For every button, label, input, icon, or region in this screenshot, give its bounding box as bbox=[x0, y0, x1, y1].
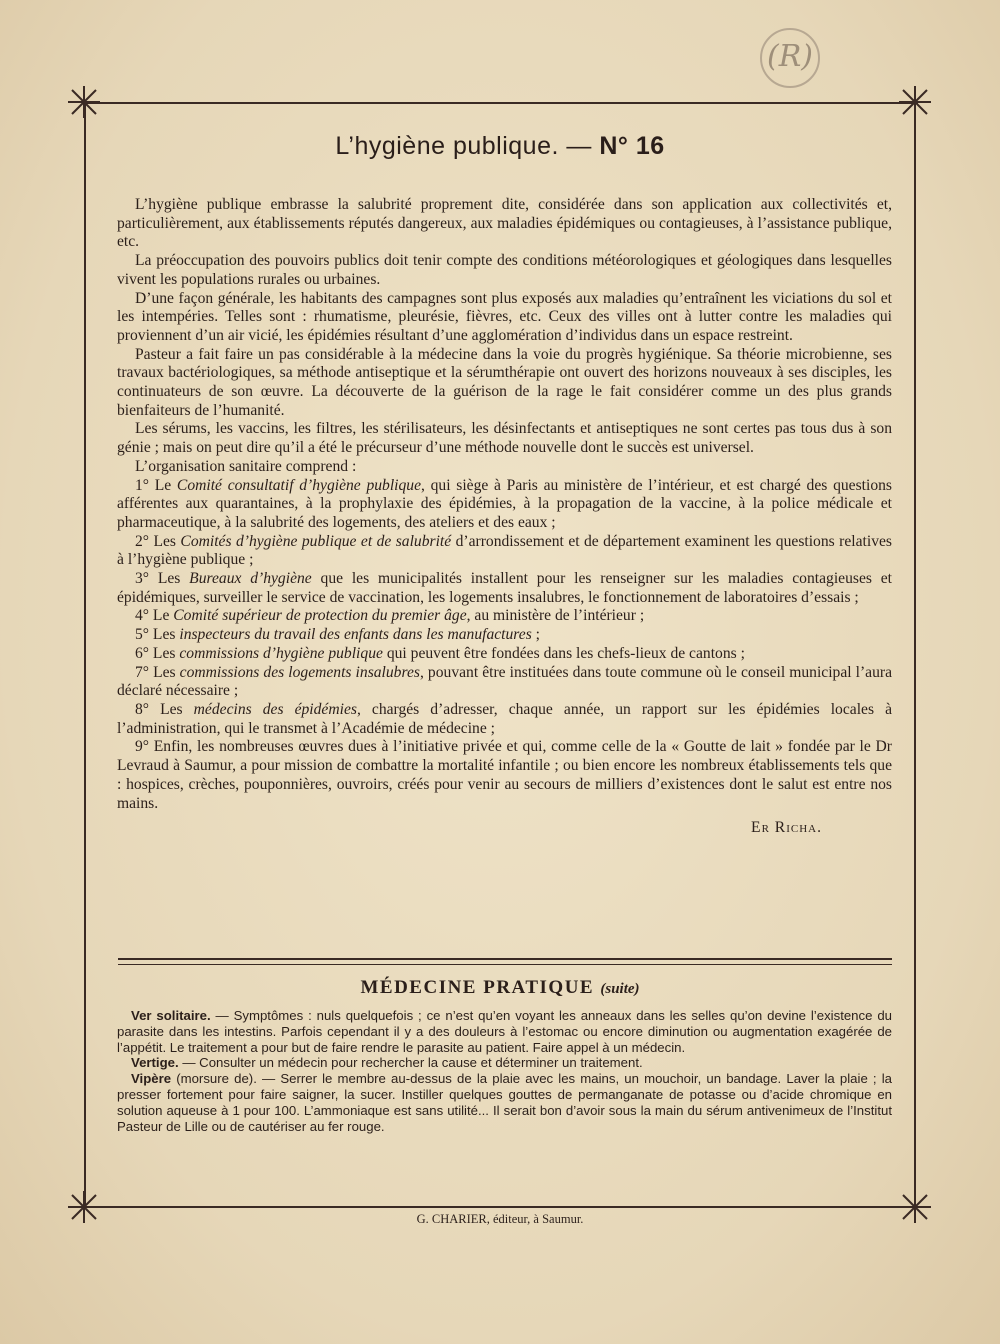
section-divider bbox=[118, 964, 892, 965]
list-item: 9° Enfin, les nombreuses œuvres dues à l’initiative privée et qui, comme celle de la « Goutte de lait » fondée par le Dr Levraud à Saumur, a pour mission de combattre la mortalité infantile ; ou bien encore les nombreux établissements tels que : hospices, crèches, pouponnières, ouvroirs, créés pour venir au secours de milliers d’existences dont le salut est entre nos mains. bbox=[117, 738, 892, 812]
page-title bbox=[100, 132, 900, 161]
corner-ornament-icon bbox=[66, 84, 102, 120]
corner-ornament-icon bbox=[897, 84, 933, 120]
section-divider bbox=[118, 958, 892, 960]
list-item: 6° Les commissions d’hygiène publique qui peuvent être fondées dans les chefs-lieux de cantons ; bbox=[135, 644, 745, 662]
medecine-entry: Ver solitaire. — Symptômes : nuls quelquefois ; ce n’est qu’en voyant les anneaux dans les selles qu’on devine l’existence du parasite dans les intestins. Parfois cependant il y a des douleurs à l’estomac ou encore diminution ou augmentation exagérée de l’appétit. Le traitement a pour but de faire rendre le parasite au patient. Faire appel à un médecin. bbox=[117, 1008, 892, 1055]
section-title: MÉDECINE PRATIQUE (suite) bbox=[360, 977, 640, 998]
paragraph: La préoccupation des pouvoirs publics doit tenir compte des conditions météorologiques et géologiques dans lesquelles vivent les populations rurales ou urbaines. bbox=[117, 252, 892, 288]
paragraph: L’hygiène publique embrasse la salubrité proprement dite, considérée dans son application aux collectivités et, particulièrement, aux établissements réputés dangereux, aux maladies épidémiques ou contagieuses, à l’assistance publique, etc. bbox=[117, 196, 892, 251]
frame-left-line bbox=[84, 100, 86, 1208]
medecine-entry: Vertige. — Consulter un médecin pour rechercher la cause et déterminer un traitement. bbox=[131, 1055, 643, 1071]
frame-top-line bbox=[82, 102, 918, 104]
medecine-entry: Vipère (morsure de). — Serrer le membre au-dessus de la plaie avec les mains, un mouchoir, un bandage. Laver la plaie ; la presser fortement pour faire saigner, la sucer. Instiller quelques gouttes de permanganate de potasse ou d’acide chromique en solution aqueuse à 1 pour 100. L’ammoniaque est sans utilité... Il serait bon d’avoir sous la main du sérum antivenimeux de l’Institut Pasteur de Lille ou de cautériser au fer rouge. bbox=[117, 1071, 892, 1134]
corner-ornament-icon bbox=[897, 1189, 933, 1225]
frame-right-line bbox=[914, 100, 916, 1208]
signature: Er Richa. bbox=[751, 819, 822, 837]
list-item: 2° Les Comités d’hygiène publique et de salubrité d’arrondissement et de département examinent les questions relatives à l’hygiène publique ; bbox=[117, 532, 892, 569]
article-body bbox=[117, 196, 892, 838]
title-number: N° 16 bbox=[599, 132, 665, 160]
title-text: L’hygiène publique. — bbox=[335, 132, 600, 160]
paragraph: Pasteur a fait faire un pas considérable à la médecine dans la voie du progrès hygiénique. Sa théorie microbienne, ses travaux bactériologiques, sa méthode antiseptique et la sérumthérapie ont ouvert des horizons nouveaux à ses disciples, les continuateurs de son œuvre. La découverte de la guérison de la rage le fait considérer comme un des plus grands bienfaiteurs de l’humanité. bbox=[117, 345, 892, 419]
list-item: 8° Les médecins des épidémies, chargés d’adresser, chaque année, un rapport sur les épidémies locales à l’administration, qui le transmet à l’Académie de médecine ; bbox=[117, 700, 892, 737]
list-item: 1° Le Comité consultatif d’hygiène publique, qui siège à Paris au ministère de l’intérieur, et est chargé des questions afférentes aux quarantaines, à la prophylaxie des épidémies, à la propagation de la vaccine, à la police médicale et pharmaceutique, à la salubrité des logements, des ateliers et des eaux ; bbox=[117, 476, 892, 531]
archive-stamp: (R) bbox=[760, 28, 820, 88]
list-item: 4° Le Comité supérieur de protection du premier âge, au ministère de l’intérieur ; bbox=[135, 607, 645, 625]
list-item: 5° Les inspecteurs du travail des enfants dans les manufactures ; bbox=[135, 626, 541, 644]
publisher-footer: G. CHARIER, éditeur, à Saumur. bbox=[416, 1212, 584, 1226]
list-item: 7° Les commissions des logements insalubres, pouvant être instituées dans toute commune où le conseil municipal l’aura déclaré nécessaire ; bbox=[117, 663, 892, 700]
corner-ornament-icon bbox=[66, 1189, 102, 1225]
paragraph: Les sérums, les vaccins, les filtres, les stérilisateurs, les désinfectants et antiseptiques ne sont certes pas tous dus à son génie ; mais on peut dire qu’il a été le précurseur d’une méthode nouvelle dont le succès est universel. bbox=[117, 420, 892, 457]
list-item: 3° Les Bureaux d’hygiène que les municipalités installent pour les renseigner sur les maladies contagieuses et épidémiques, surveiller le service de vaccination, les logements insalubres, le fonctionnement de laboratoires d’essais ; bbox=[117, 570, 892, 606]
frame-bottom-line bbox=[82, 1206, 918, 1208]
paragraph: D’une façon générale, les habitants des campagnes sont plus exposés aux maladies qu’entraînent les viciations du sol et les intempéries. Telles sont : rhumatisme, pleurésie, fièvres, etc. Ceux des villes ont à lutter contre les maladies qui proviennent d’un air vicié, les épidémies résultant d’une agglomération d’individus dans un espace restreint. bbox=[117, 289, 892, 344]
paragraph: L’organisation sanitaire comprend : bbox=[135, 457, 357, 475]
medecine-section bbox=[117, 1008, 892, 1134]
